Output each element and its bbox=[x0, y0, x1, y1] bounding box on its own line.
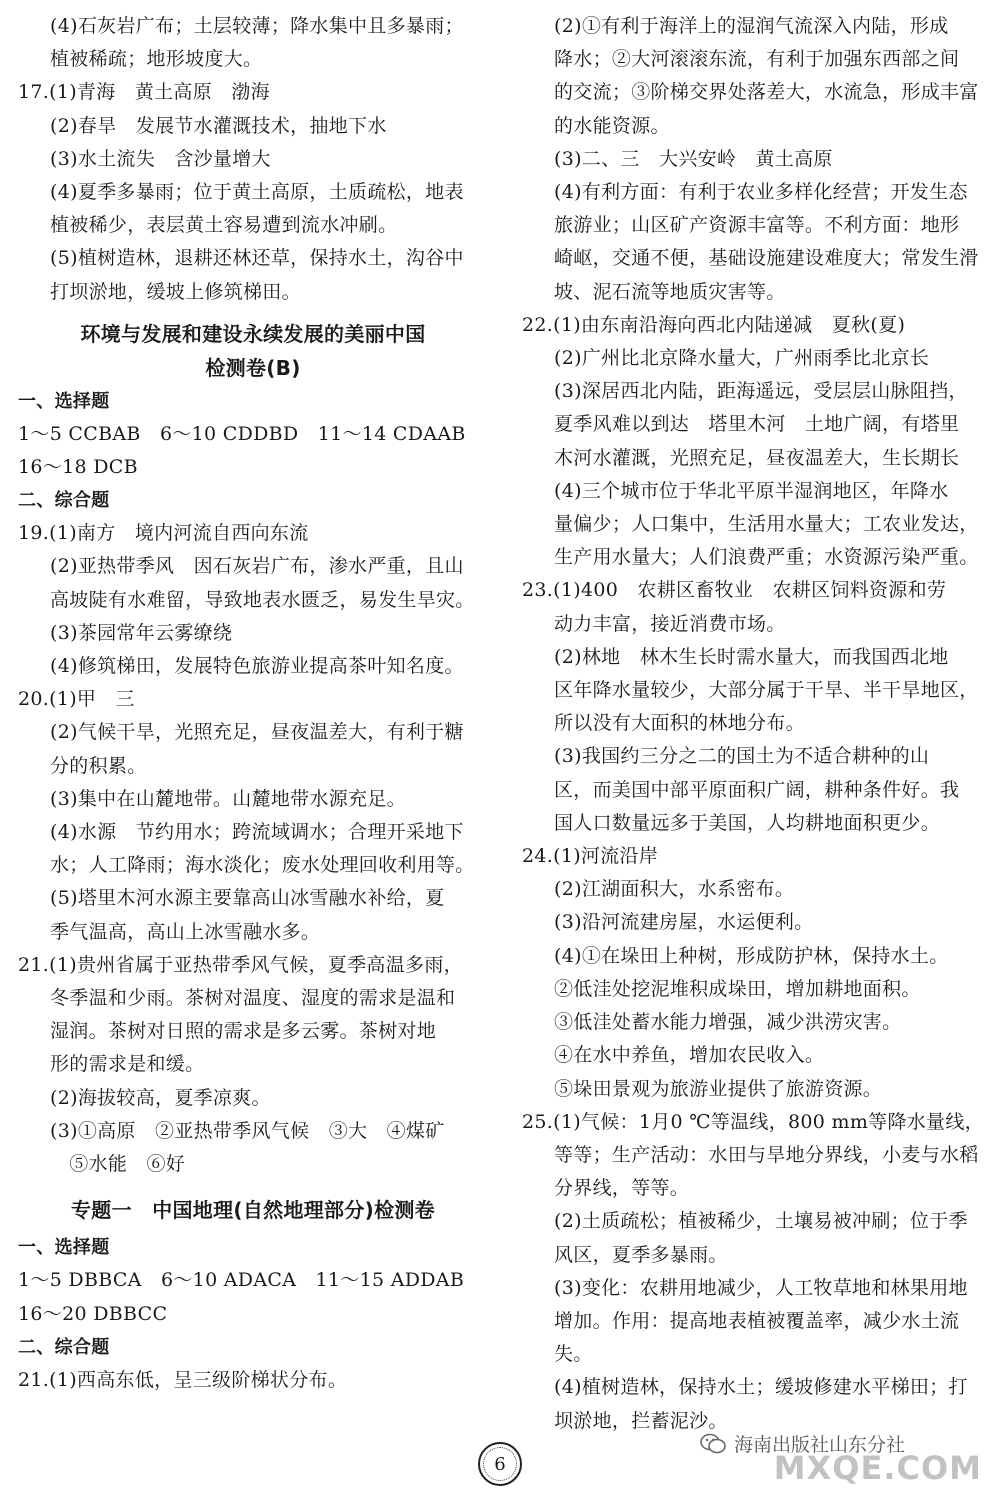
answer-line: (2)亚热带季风 因石灰岩广布，渗水严重，且山 bbox=[50, 555, 464, 578]
answer-line: (2)海拔较高，夏季凉爽。 bbox=[50, 1086, 271, 1109]
answer-line: 降水；②大河滚滚东流，有利于加强东西部之间 bbox=[554, 48, 960, 71]
answer-line: (4)夏季多暴雨；位于黄土高原，土质疏松，地表 bbox=[50, 181, 464, 204]
page-number bbox=[478, 1442, 522, 1486]
answer-line: 24.(1)河流沿岸 bbox=[522, 845, 659, 868]
answer-line: (4)石灰岩广布；土层较薄；降水集中且多暴雨； bbox=[50, 15, 464, 37]
answer-line: (3)我国约三分之二的国土为不适合耕种的山 bbox=[554, 745, 930, 768]
answer-line: (4)植树造林，保持水土；缓坡修建水平梯田；打 bbox=[554, 1376, 968, 1399]
answer-line: 量偏少；人口集中，生活用水量大；工农业发达， bbox=[554, 513, 979, 536]
answer-line: 的交流；③阶梯交界处落差大，水流急，形成丰富 bbox=[554, 81, 979, 104]
answer-line: 区年降水量较少，大部分属于干旱、半干旱地区， bbox=[554, 679, 979, 702]
answer-line: 21.(1)西高东低，呈三级阶梯状分布。 bbox=[18, 1368, 348, 1391]
answer-line: 国人口数量远多于美国，人均耕地面积更少。 bbox=[554, 811, 941, 834]
answer-line: 16～18 DCB bbox=[18, 456, 138, 479]
answer-line: 木河水灌溉，光照充足，昼夜温差大，生长期长 bbox=[554, 446, 960, 469]
section-title: 环境与发展和建设永续发展的美丽中国 bbox=[80, 321, 426, 346]
answer-line: 19.(1)南方 境内河流自西向东流 bbox=[18, 522, 309, 545]
answer-line: (2)①有利于海洋上的湿润气流深入内陆，形成 bbox=[554, 15, 949, 37]
answer-line: 20.(1)甲 三 bbox=[18, 688, 135, 711]
answer-line: 区，而美国中部平原面积广阔，耕种条件好。我 bbox=[554, 778, 960, 801]
answer-line: 植被稀疏；地形坡度大。 bbox=[50, 48, 263, 71]
section-heading: 一、选择题 bbox=[18, 390, 110, 412]
section-title: 专题一 中国地理(自然地理部分)检测卷 bbox=[71, 1198, 435, 1223]
answer-line: 季气温高，高山上冰雪融水多。 bbox=[50, 920, 321, 943]
answer-line: 坡、泥石流等地质灾害等。 bbox=[554, 280, 786, 303]
watermark-text: 海南出版社山东分社 bbox=[734, 1434, 906, 1456]
answer-line: 形的需求是和缓。 bbox=[50, 1053, 205, 1076]
answer-line: (3)二、三 大兴安岭 黄土高原 bbox=[554, 147, 833, 170]
answer-line: (4)三个城市位于华北平原半湿润地区，年降水 bbox=[554, 479, 949, 502]
answer-line: 等等；生产活动：水田与旱地分界线，小麦与水稻 bbox=[554, 1143, 979, 1166]
answer-line: 崎岖，交通不便，基础设施建设难度大；常发生滑 bbox=[554, 247, 979, 270]
answer-line: (2)春旱 发展节水灌溉技术，抽地下水 bbox=[50, 114, 387, 137]
answer-line: 旅游业；山区矿产资源丰富等。不利方面：地形 bbox=[554, 214, 960, 237]
answer-line: 1～5 CCBAB 6～10 CDDBD 11～14 CDAAB bbox=[18, 422, 466, 445]
answer-line: 失。 bbox=[554, 1343, 593, 1366]
answer-line: 25.(1)气候：1月0 ℃等温线，800 mm等降水量线， bbox=[522, 1110, 984, 1133]
section-heading: 二、综合题 bbox=[18, 490, 110, 512]
section-heading: 一、选择题 bbox=[18, 1237, 110, 1259]
answer-line: (3)沿河流建房屋，水运便利。 bbox=[554, 911, 814, 934]
answer-line: 坝淤地，拦蓄泥沙。 bbox=[554, 1409, 728, 1432]
answer-line: ③低洼处蓄水能力增强，减少洪涝灾害。 bbox=[554, 1011, 902, 1034]
answer-line: (2)江湖面积大，水系密布。 bbox=[554, 878, 795, 901]
right-column bbox=[522, 10, 984, 1438]
answer-line: (3)①高原 ②亚热带季风气候 ③大 ④煤矿 bbox=[50, 1119, 445, 1142]
answer-line: 的水能资源。 bbox=[554, 114, 670, 137]
section-heading: 二、综合题 bbox=[18, 1336, 110, 1358]
section-title: 检测卷(B) bbox=[205, 355, 301, 380]
answer-line: 分界线，等等。 bbox=[554, 1177, 690, 1200]
answer-line: (5)塔里木河水源主要靠高山冰雪融水补给，夏 bbox=[50, 887, 445, 910]
answer-line: ⑤垛田景观为旅游业提供了旅游资源。 bbox=[554, 1077, 883, 1100]
answer-line: 21.(1)贵州省属于亚热带季风气候，夏季高温多雨， bbox=[18, 953, 463, 976]
answer-line: 风区，夏季多暴雨。 bbox=[554, 1243, 728, 1266]
answer-line: 打坝淤地，缓坡上修筑梯田。 bbox=[50, 280, 301, 303]
answer-line: (5)植树造林，退耕还林还草，保持水土，沟谷中 bbox=[50, 247, 464, 270]
answer-line: 水；人工降雨；海水淡化；废水处理回收利用等。 bbox=[50, 854, 475, 877]
answer-line: 所以没有大面积的林地分布。 bbox=[554, 712, 805, 735]
answer-line: 冬季温和少雨。茶树对温度、湿度的需求是温和 bbox=[50, 987, 456, 1010]
site-watermark: MXQE.COM bbox=[773, 1449, 982, 1487]
answer-line: (3)茶园常年云雾缭绕 bbox=[50, 621, 233, 644]
answer-line: 植被稀少，表层黄土容易遭到流水冲刷。 bbox=[50, 214, 398, 237]
answer-line: (4)有利方面：有利于农业多样化经营；开发生态 bbox=[554, 181, 968, 204]
answer-line: (4)水源 节约用水；跨流域调水；合理开采地下 bbox=[50, 821, 464, 844]
answer-line: (2)林地 林木生长时需水量大，而我国西北地 bbox=[554, 645, 949, 668]
answer-line: 17.(1)青海 黄土高原 渤海 bbox=[18, 81, 270, 104]
answer-line: 生产用水量大；人们浪费严重；水资源污染严重。 bbox=[554, 546, 979, 569]
answer-line: ④在水中养鱼，增加农民收入。 bbox=[554, 1044, 825, 1067]
answer-line: ②低洼处挖泥堆积成垛田，增加耕地面积。 bbox=[554, 977, 921, 1000]
answer-line: 22.(1)由东南沿海向西北内陆递减 夏秋(夏) bbox=[522, 313, 906, 336]
answer-line: (2)广州比北京降水量大，广州雨季比北京长 bbox=[554, 347, 930, 370]
answer-line: 16～20 DBBCC bbox=[18, 1302, 168, 1325]
answer-line: 动力丰富，接近消费市场。 bbox=[554, 612, 786, 635]
answer-line: (2)气候干旱，光照充足，昼夜温差大，有利于糖 bbox=[50, 721, 464, 744]
answer-line: 23.(1)400 农耕区畜牧业 农耕区饲料资源和劳 bbox=[522, 579, 947, 602]
answer-line: ⑤水能 ⑥好 bbox=[50, 1153, 186, 1176]
answer-line: (3)变化：农耕用地减少，人工牧草地和林果用地 bbox=[554, 1276, 968, 1299]
answer-line: 高坡陡有水难留，导致地表水匮乏，易发生旱灾。 bbox=[50, 588, 475, 611]
answer-line: (2)土质疏松；植被稀少，土壤易被冲刷；位于季 bbox=[554, 1210, 968, 1233]
answer-line: 分的积累。 bbox=[50, 754, 147, 777]
answer-line: (3)集中在山麓地带。山麓地带水源充足。 bbox=[50, 787, 406, 810]
answer-line: (3)水土流失 含沙量增大 bbox=[50, 147, 271, 170]
answer-line: (3)深居西北内陆，距海遥远，受层层山脉阻挡， bbox=[554, 380, 968, 403]
wechat-icon bbox=[700, 1433, 726, 1455]
left-column bbox=[18, 10, 488, 1397]
answer-line: (4)①在垛田上种树，形成防护林，保持水土。 bbox=[554, 944, 949, 967]
page-number-text: 6 bbox=[494, 1453, 506, 1475]
answer-line: 增加。作用：提高地表植被覆盖率，减少水土流 bbox=[554, 1309, 960, 1332]
answer-line: 夏季风难以到达 塔里木河 土地广阔，有塔里 bbox=[554, 413, 960, 436]
answer-line: 1～5 DBBCA 6～10 ADACA 11～15 ADDAB bbox=[18, 1269, 465, 1292]
answer-line: (4)修筑梯田，发展特色旅游业提高茶叶知名度。 bbox=[50, 655, 464, 678]
answer-line: 湿润。茶树对日照的需求是多云雾。茶树对地 bbox=[50, 1020, 437, 1043]
